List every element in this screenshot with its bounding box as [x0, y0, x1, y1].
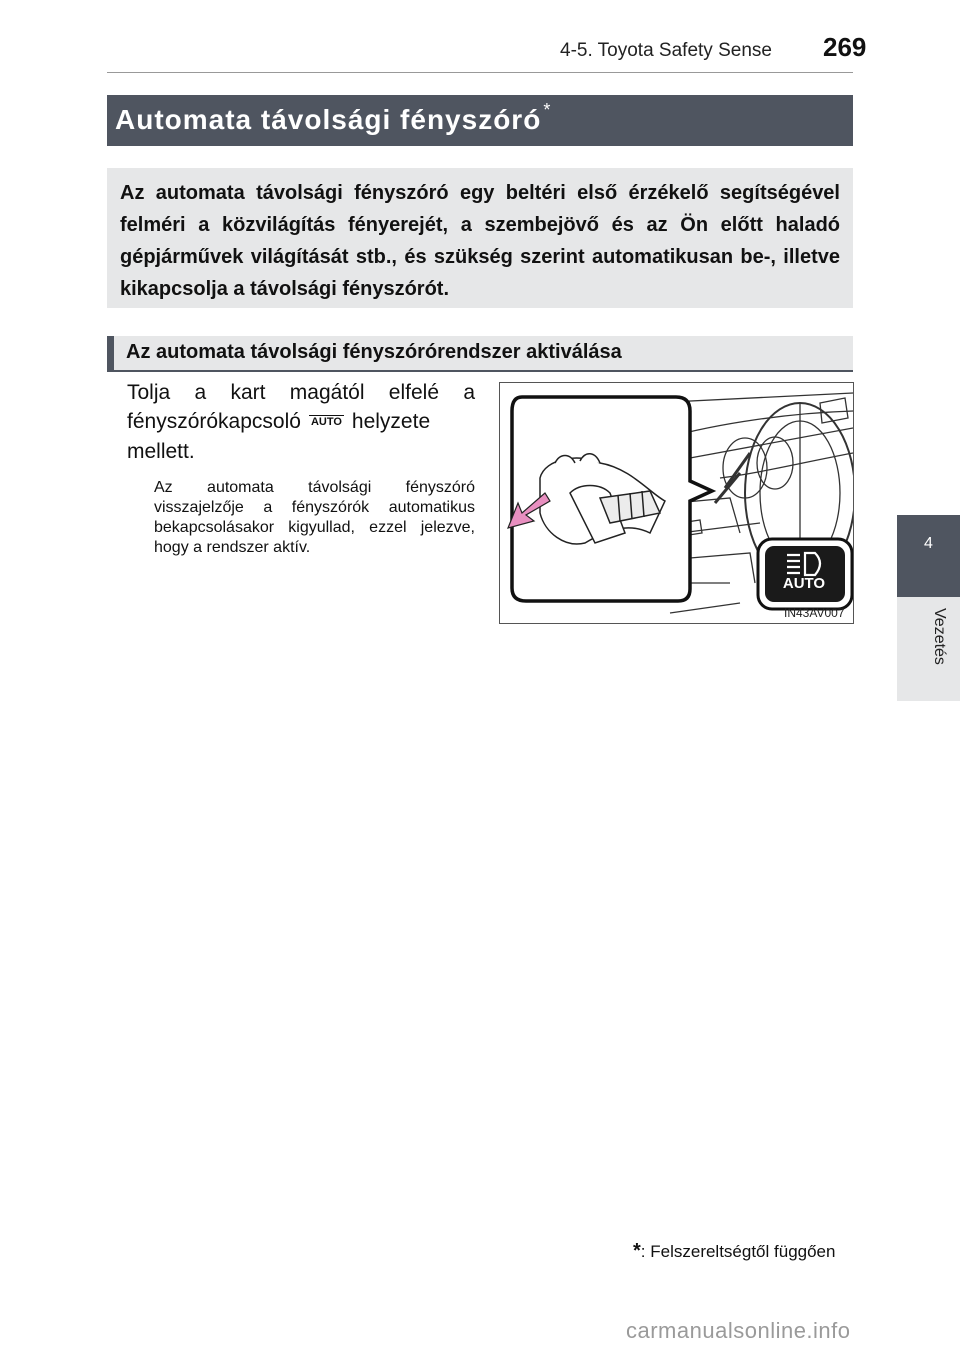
page-title — [115, 100, 552, 136]
header-section-title: 4-5. Toyota Safety Sense — [560, 40, 772, 61]
chapter-tab — [897, 515, 960, 597]
step-note: Az automata távolsági fényszóró visszajelzője a fényszórók automatikus bekapcsolásakor kigyullad, ezzel jelezve, hogy a rendszer aktív. — [154, 479, 475, 556]
section-heading-accent — [107, 336, 114, 372]
page-number: 269 — [823, 32, 867, 62]
step-text-after: helyzete mellett. — [127, 410, 431, 463]
figure-auto-label: AUTO — [782, 575, 826, 592]
page-title-text: Automata távolsági fényszóró — [115, 104, 542, 135]
title-asterisk: * — [543, 100, 552, 120]
chapter-label: Vezetés — [931, 608, 948, 665]
auto-headlight-symbol: AUTO — [310, 415, 342, 428]
step-instruction — [127, 378, 475, 466]
header-divider — [107, 72, 853, 73]
step-text-before: Tolja a kart magától elfelé a fényszórókapcsoló — [127, 381, 475, 433]
chapter-number: 4 — [924, 535, 933, 552]
intro-text: Az automata távolsági fényszóró egy beltéri első érzékelő segítségével felméri a közvilágítás fényerejét, a szembejövő és az Ön előtt haladó gépjárművek világítását stb., és szükség szerint automatikusan be-, illetve kikapcsolja a távolsági fényszórót. — [120, 182, 840, 300]
footnote-text: : Felszereltségtől függően — [640, 1242, 836, 1261]
watermark: carmanualsonline.info — [626, 1318, 851, 1343]
figure-id: IN43AV007 — [784, 606, 845, 620]
footnote-asterisk: * — [633, 1240, 641, 1262]
footnote — [633, 1240, 835, 1263]
section-heading: Az automata távolsági fényszórórendszer aktiválása — [126, 341, 622, 363]
